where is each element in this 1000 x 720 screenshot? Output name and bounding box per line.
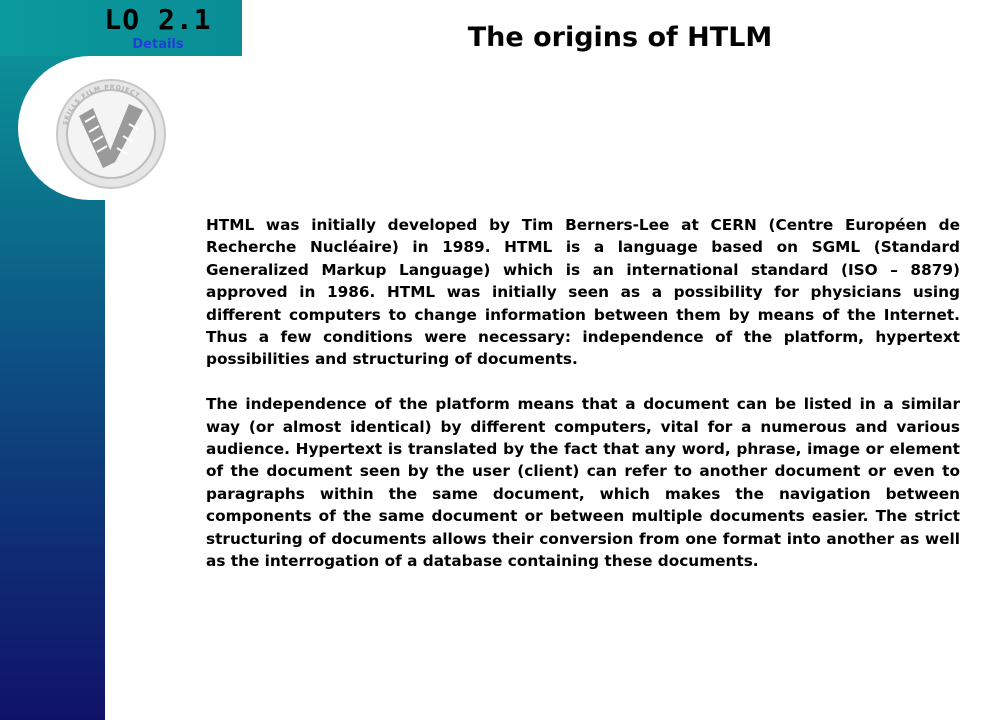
body-text [206,214,960,595]
lo-label: LO 2.1 [104,3,212,36]
paragraph: HTML was initially developed by Tim Berners-Lee at CERN (Centre Européen de Recherche Nucléaire) in 1989. HTML is a language based on SGML (Standard Generalized Markup Language) which is an international standard (ISO – 8879) approved in 1986. HTML was initially seen as a possibility for physicians using different computers to change information between them by means of the Internet. Thus a few conditions were necessary: independence of the platform, hypertext possibilities and structuring of documents. [206,216,960,369]
paragraph: The independence of the platform means that a document can be listed in a similar way (or almost identical) by different computers, vital for a numerous and various audience. Hypertext is translated by the fact that any word, phrase, image or element of the document seen by the user (client) can refer to another document or even to paragraphs within the same document, which makes the navigation between components of the same document or between multiple documents easier. The strict structuring of documents allows their conversion from one format into another as well as the interrogation of a database containing these documents. [206,395,960,571]
svg-text:SKILLS FILM PROJECT: SKILLS FILM PROJECT [61,83,142,127]
project-logo-icon [55,78,167,190]
page-title: The origins of HTLM [467,22,773,53]
lo-badge [74,0,242,56]
details-link[interactable]: Details [132,37,184,52]
